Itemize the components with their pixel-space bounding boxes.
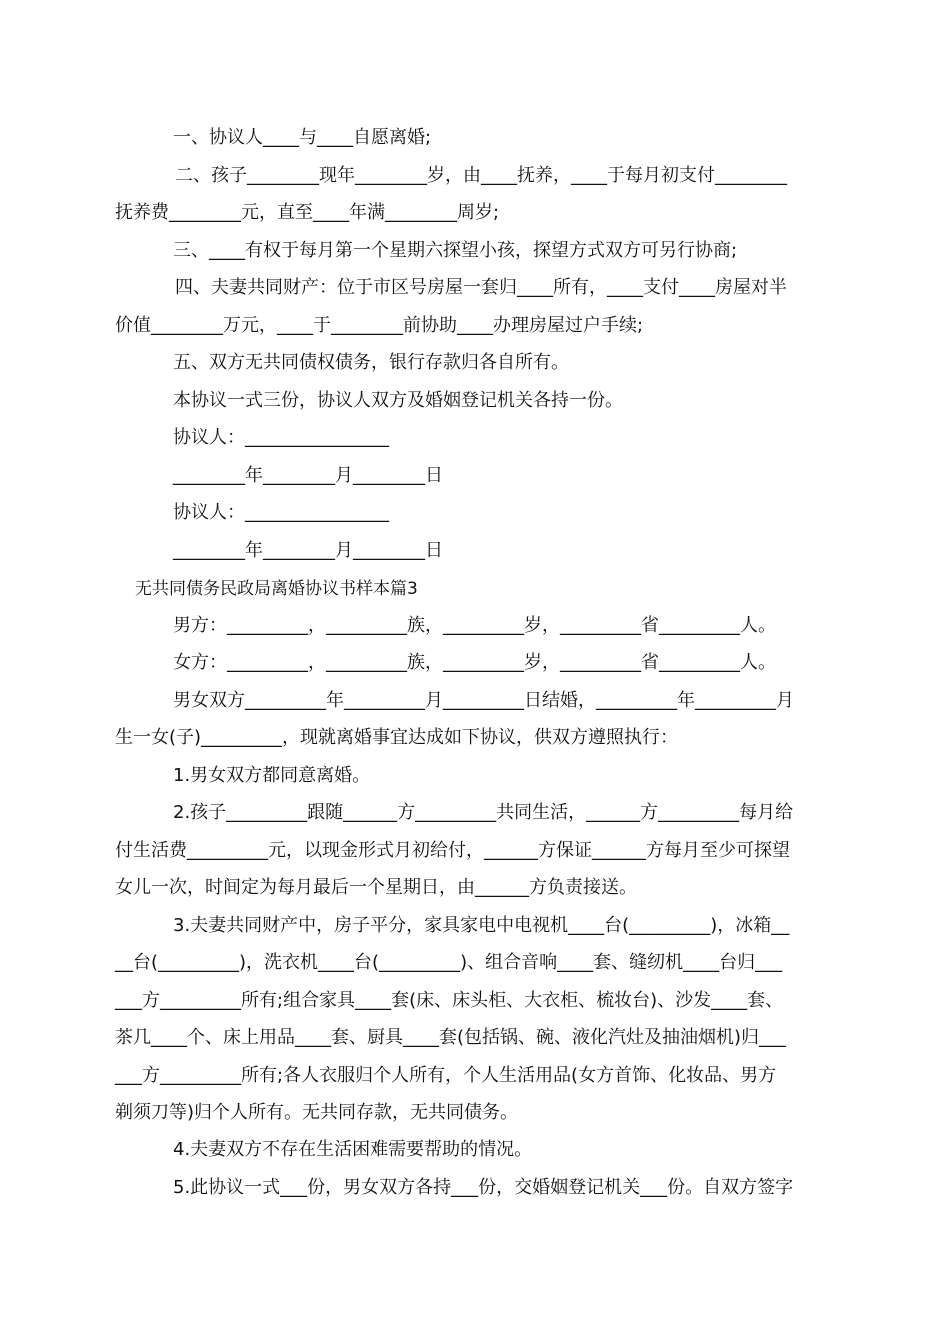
item-2-line-3: 女儿一次，时间定为每月最后一个星期日，由______方负责接送。 xyxy=(115,877,637,898)
marriage-info-line-1: 男女双方_________年_________月_________日结婚，_________年_________月 xyxy=(173,690,794,711)
signatory-2: 协议人：________________ xyxy=(173,502,389,523)
signatory-1: 协议人：________________ xyxy=(173,427,389,448)
clause-2-line-1: 二、孩子________现年________岁，由____抚养，____于每月初支付________ xyxy=(175,165,787,186)
item-3-line-2: __台(_________)，洗衣机____台(_________)、组合音响____套、缝纫机____台归___ xyxy=(115,952,783,973)
clause-3: 三、____有权于每月第一个星期六探望小孩，探望方式双方可另行协商; xyxy=(173,240,738,261)
item-1: 1.男女双方都同意离婚。 xyxy=(173,765,371,786)
item-3-line-5: ___方_________所有;各人衣服归个人所有，个人生活用品(女方首饰、化妆品、男方 xyxy=(115,1065,777,1086)
female-party: 女方：_________，_________族，_________岁，_________省_________人。 xyxy=(173,652,776,673)
copies-statement: 本协议一式三份，协议人双方及婚姻登记机关各持一份。 xyxy=(173,390,623,411)
item-3-line-3: ___方_________所有;组合家具____套(床、床头柜、大衣柜、梳妆台)、沙发____套、 xyxy=(115,990,784,1011)
item-3-line-6: 剃须刀等)归个人所有。无共同存款，无共同债务。 xyxy=(115,1102,519,1123)
clause-5: 五、双方无共同债权债务，银行存款归各自所有。 xyxy=(173,352,569,373)
item-2-line-1: 2.孩子_________跟随______方_________共同生活，______方_________每月给 xyxy=(173,802,794,823)
date-line-1: ________年________月________日 xyxy=(173,465,443,486)
clause-4-line-2: 价值________万元，____于________前协助____办理房屋过户手续; xyxy=(115,315,644,336)
male-party: 男方：_________，_________族，_________岁，_________省_________人。 xyxy=(173,615,776,636)
item-3-line-4: 茶几____个、床上用品____套、厨具____套(包括锅、碗、液化汽灶及抽油烟机)归___ xyxy=(115,1027,787,1048)
clause-1: 一、协议人____与____自愿离婚; xyxy=(173,127,432,148)
item-2-line-2: 付生活费_________元，以现金形式月初给付，______方保证______方每月至少可探望 xyxy=(115,840,790,861)
clause-2-line-2: 抚养费________元，直至____年满________周岁; xyxy=(115,202,500,223)
marriage-info-line-2: 生一女(子)_________，现就离婚事宜达成如下协议，供双方遵照执行： xyxy=(115,727,679,748)
section-heading: 无共同债务民政局离婚协议书样本篇3 xyxy=(135,579,418,599)
item-4: 4.夫妻双方不存在生活困难需要帮助的情况。 xyxy=(173,1139,533,1160)
item-5: 5.此协议一式___份，男女双方各持___份，交婚姻登记机关___份。自双方签字 xyxy=(173,1177,794,1198)
clause-4-line-1: 四、夫妻共同财产：位于市区号房屋一套归____所有，____支付____房屋对半 xyxy=(175,277,787,298)
item-3-line-1: 3.夫妻共同财产中，房子平分，家具家电中电视机____台(_________)，冰箱__ xyxy=(173,915,790,936)
date-line-2: ________年________月________日 xyxy=(173,540,443,561)
